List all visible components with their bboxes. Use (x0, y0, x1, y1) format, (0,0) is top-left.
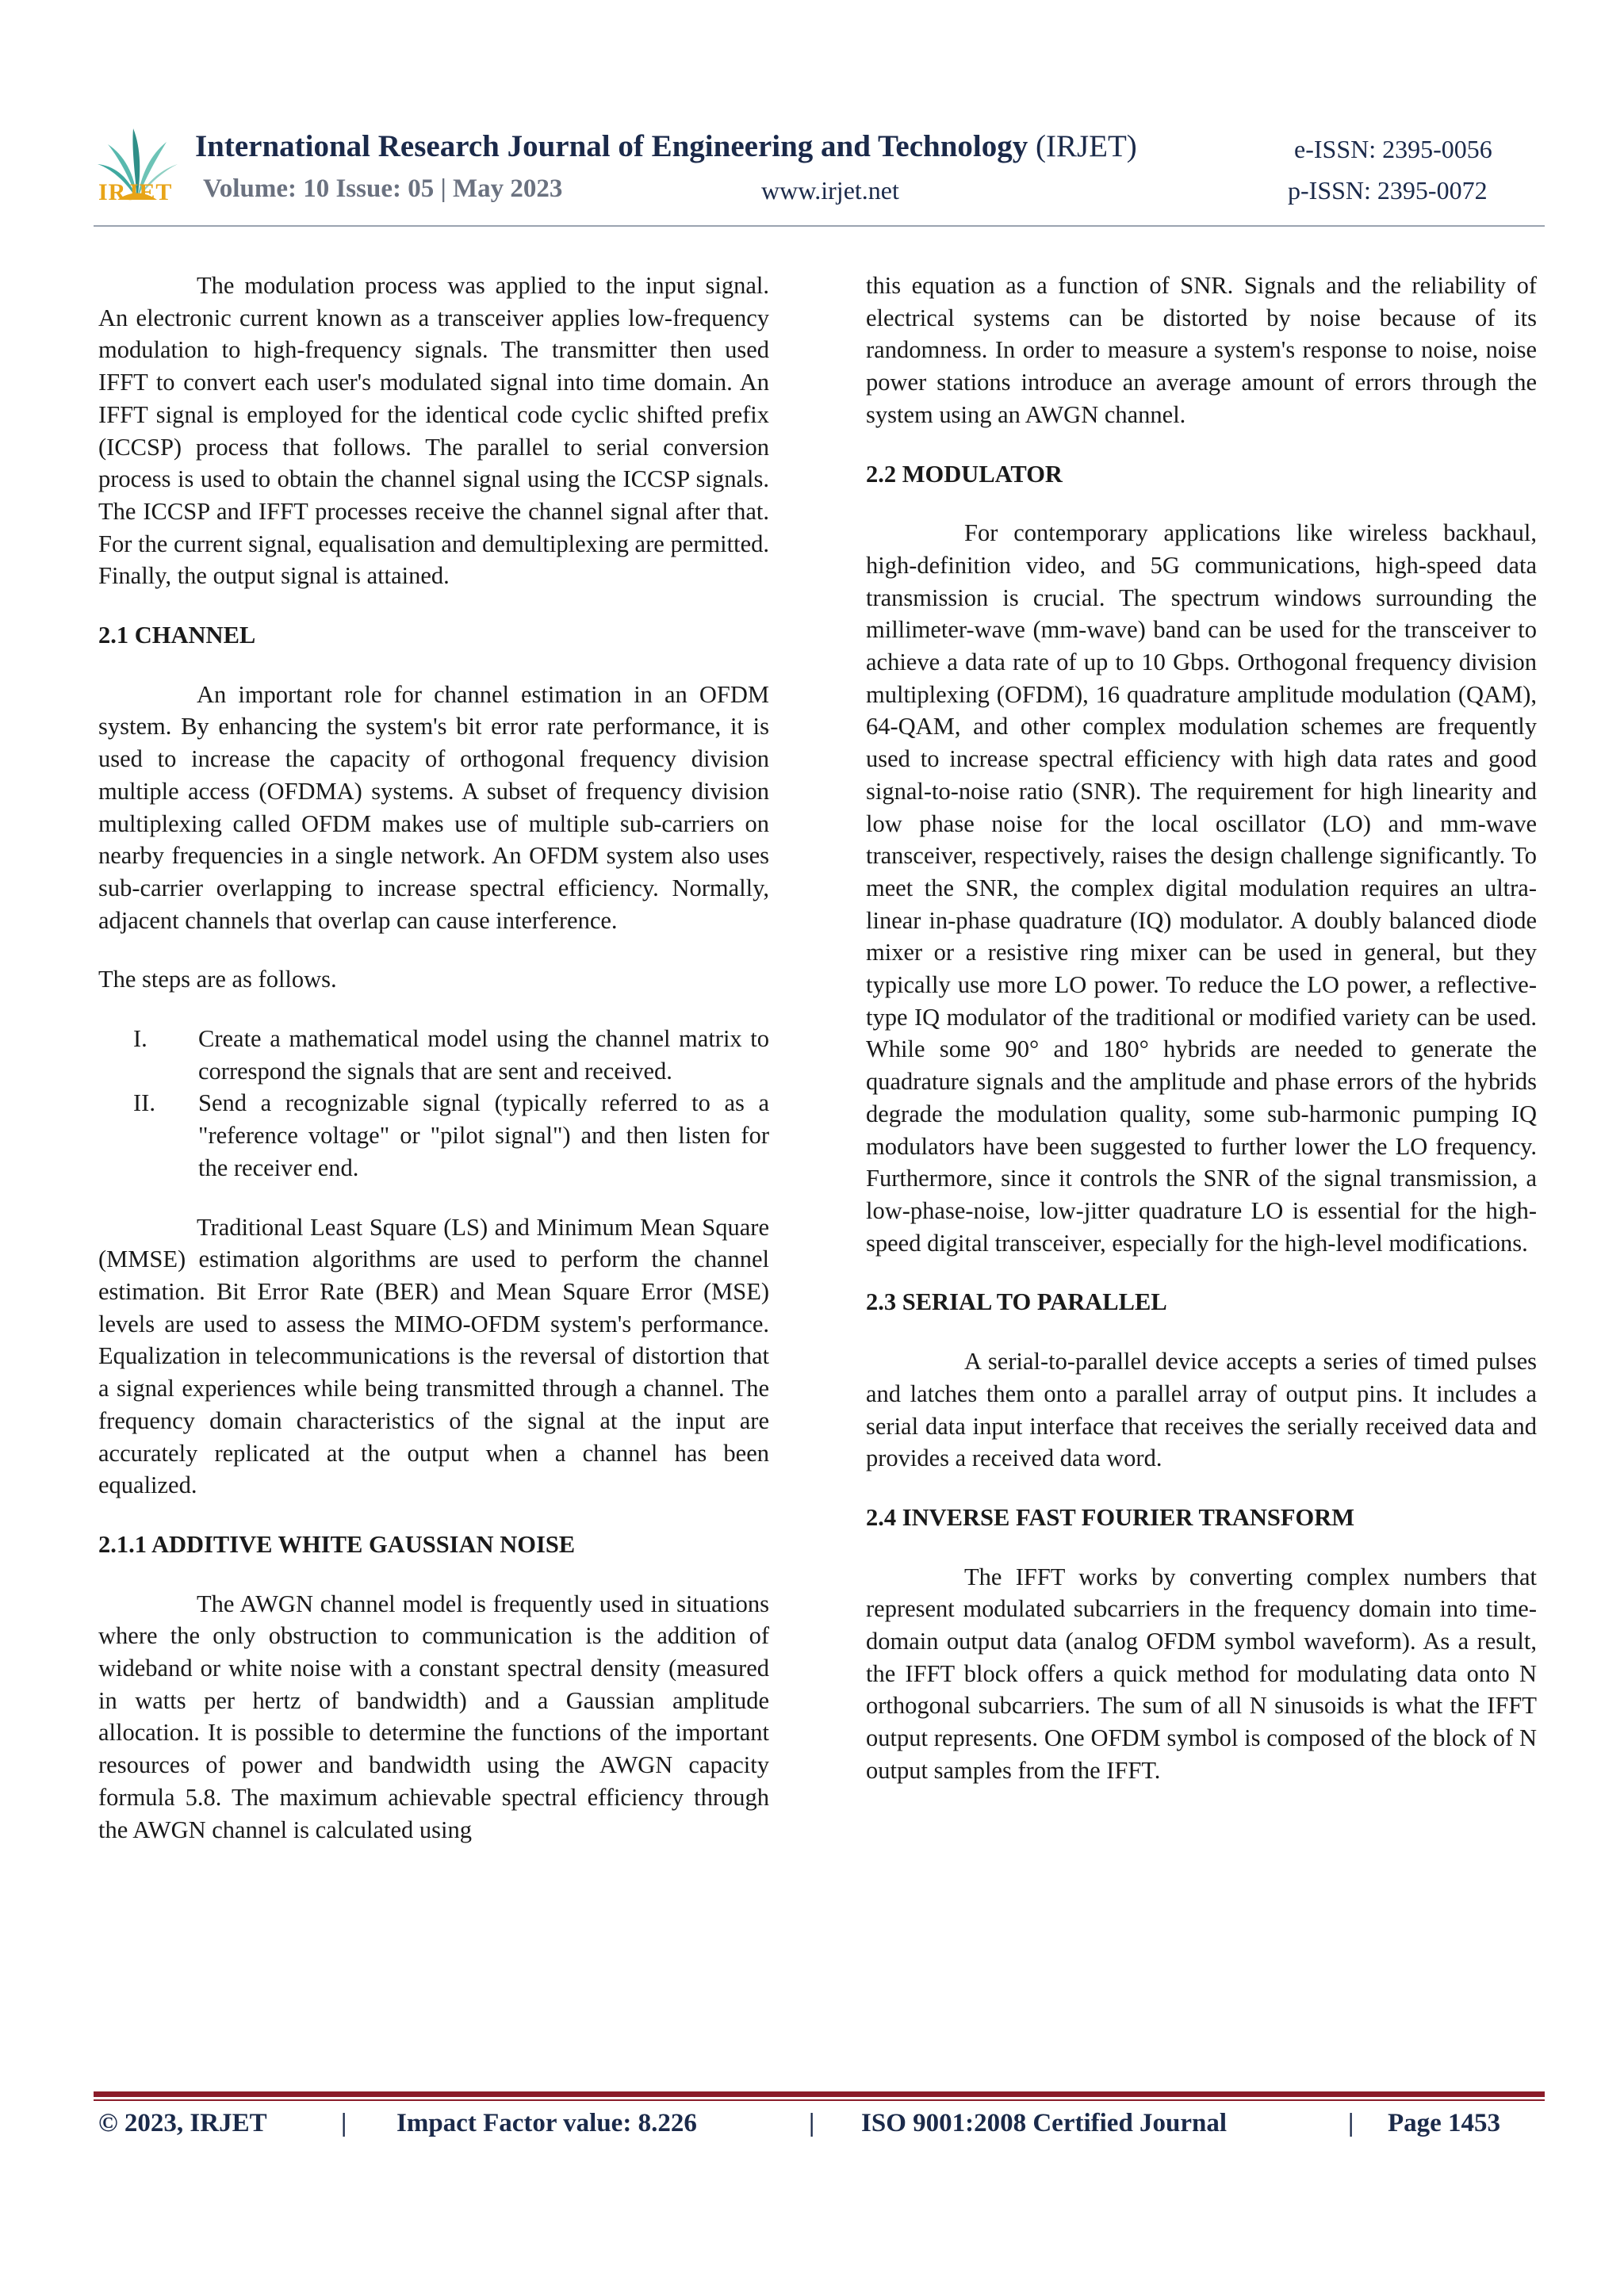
left-column (98, 270, 769, 1873)
website-link[interactable]: www.irjet.net (761, 176, 899, 205)
list-item (98, 1087, 769, 1184)
paragraph-modulation-process: The modulation process was applied to the input signal. An electronic current known as a transceiver applies low-frequency modulation to high-frequency signals. The transmitter then used IFFT to convert each user's modulated signal into time domain. An IFFT signal is employed for the identical code cyclic shifted prefix (ICCSP) process that follows. The parallel to serial conversion process is used to obtain the channel signal using the ICCSP signals. The ICCSP and IFFT processes receive the channel signal after that. For the current signal, equalisation and demultiplexing are permitted. Finally, the output signal is attained. (98, 272, 769, 590)
paragraph-estimation: Traditional Least Square (LS) and Minimum Mean Square (MMSE) estimation algorithms are used to perform the channel estimation. Bit Error Rate (BER) and Mean Square Error (MSE) levels are used to assess the MIMO-OFDM system's performance. Equalization in telecommunications is the reversal of distortion that a signal experiences while being transmitted through a channel. The frequency domain characteristics of the signal at the input are accurately replicated at the output when a channel has been equalized. (98, 1213, 769, 1499)
right-column (866, 270, 1537, 1814)
eissn: e-ISSN: 2395-0056 (1294, 135, 1492, 163)
footer-separator: | (1348, 2109, 1354, 2137)
paragraph-serial-to-parallel: A serial-to-parallel device accepts a series of timed pulses and latches them onto a parallel array of output pins. It includes a serial data input interface that receives the serially received data and provides a received data word. (866, 1348, 1537, 1472)
list-item-text: Send a recognizable signal (typically referred to as a "reference voltage" or "pilot signal") and then listen for the receiver end. (198, 1089, 769, 1181)
footer-divider (94, 2091, 1545, 2097)
list-item-number: I. (133, 1025, 147, 1053)
footer-iso: ISO 9001:2008 Certified Journal (861, 2109, 1228, 2137)
list-item (98, 1023, 769, 1087)
pissn: p-ISSN: 2395-0072 (1288, 176, 1488, 205)
journal-abbr: (IRJET) (1035, 129, 1137, 163)
volume-issue: Volume: 10 Issue: 05 | May 2023 (203, 174, 563, 203)
heading-modulator: 2.2 MODULATOR (866, 460, 1063, 488)
logo-text: IRJET (98, 179, 173, 205)
journal-title (195, 128, 1137, 164)
paragraph-ifft: The IFFT works by converting complex numbers that represent modulated subcarriers in the frequency domain into time-domain output data (analog OFDM symbol waveform). As a result, the IFFT block offers a quick method for modulating data onto N orthogonal subcarriers. The sum of all N sinusoids is what the IFFT output represents. One OFDM symbol is composed of the block of N output samples from the IFFT. (866, 1563, 1537, 1784)
footer-impact-factor: Impact Factor value: 8.226 (396, 2109, 697, 2137)
footer-separator: | (341, 2109, 347, 2137)
header-divider (94, 225, 1545, 227)
steps-intro: The steps are as follows. (98, 966, 337, 993)
footer-separator: | (809, 2109, 815, 2137)
steps-list (98, 1023, 769, 1184)
list-item-text: Create a mathematical model using the channel matrix to correspond the signals that are sent and received. (198, 1025, 769, 1085)
heading-channel: 2.1 CHANNEL (98, 622, 256, 649)
heading-awgn: 2.1.1 ADDITIVE WHITE GAUSSIAN NOISE (98, 1530, 576, 1558)
heading-ifft: 2.4 INVERSE FAST FOURIER TRANSFORM (866, 1503, 1355, 1531)
footer-page-number: Page 1453 (1388, 2109, 1501, 2137)
heading-serial-to-parallel: 2.3 SERIAL TO PARALLEL (866, 1288, 1167, 1316)
journal-title-text: International Research Journal of Engineering and Technology (195, 129, 1028, 163)
list-item-number: II. (133, 1089, 155, 1117)
paragraph-awgn: The AWGN channel model is frequently used in situations where the only obstruction to communication is the addition of wideband or white noise with a constant spectral density (measured in watts per hertz of bandwidth) and a Gaussian amplitude allocation. It is possible to determine the functions of the important resources of power and bandwidth using the AWGN capacity formula 5.8. The maximum achievable spectral efficiency through the AWGN channel is calculated using (98, 1590, 769, 1843)
paragraph-modulator: For contemporary applications like wireless backhaul, high-definition video, and 5G communications, high-speed data transmission is crucial. The spectrum windows surrounding the millimeter-wave (mm-wave) band can be used for the transceiver to achieve a data rate of up to 10 Gbps. Orthogonal frequency division multiplexing (OFDM), 16 quadrature amplitude modulation (QAM), 64-QAM, and other complex modulation schemes are frequently used to increase spectral efficiency with high data rates and good signal-to-noise ratio (SNR). The requirement for high linearity and low phase noise for the local oscillator (LO) and mm-wave transceiver, respectively, raises the design challenge significantly. To meet the SNR, the complex digital modulation requires an ultra-linear in-phase quadrature (IQ) modulator. A doubly balanced diode mixer or a resistive ring mixer can be used in general, but they typically use more LO power. To reduce the LO power, a reflective-type IQ modulator of the traditional or modified variety can be used. While some 90° and 180° hybrids are needed to generate the quadrature signals and the amplitude and phase errors of the hybrids degrade the modulation quality, some sub-harmonic pumping IQ modulators have been suggested to further lower the LO frequency. Furthermore, since it controls the SNR of the signal transmission, a low-phase-noise, low-jitter quadrature LO is essential for the high-speed digital transceiver, especially for the high-level modifications. (866, 519, 1537, 1257)
footer-divider-thin (94, 2099, 1545, 2101)
paragraph-awgn-continued: this equation as a function of SNR. Signals and the reliability of electrical systems can be distorted by noise because of its randomness. In order to measure a system's response to noise, noise power stations introduce an average amount of errors through the system using an AWGN channel. (866, 272, 1537, 428)
paragraph-channel: An important role for channel estimation in an OFDM system. By enhancing the system's bit error rate performance, it is used to increase the capacity of orthogonal frequency division multiple access (OFDMA) systems. A subset of frequency division multiplexing called OFDM makes use of multiple sub-carriers on nearby frequencies in a single network. An OFDM system also uses sub-carrier overlapping to increase spectral efficiency. Normally, adjacent channels that overlap can cause interference. (98, 680, 769, 934)
footer-copyright: © 2023, IRJET (98, 2109, 267, 2137)
